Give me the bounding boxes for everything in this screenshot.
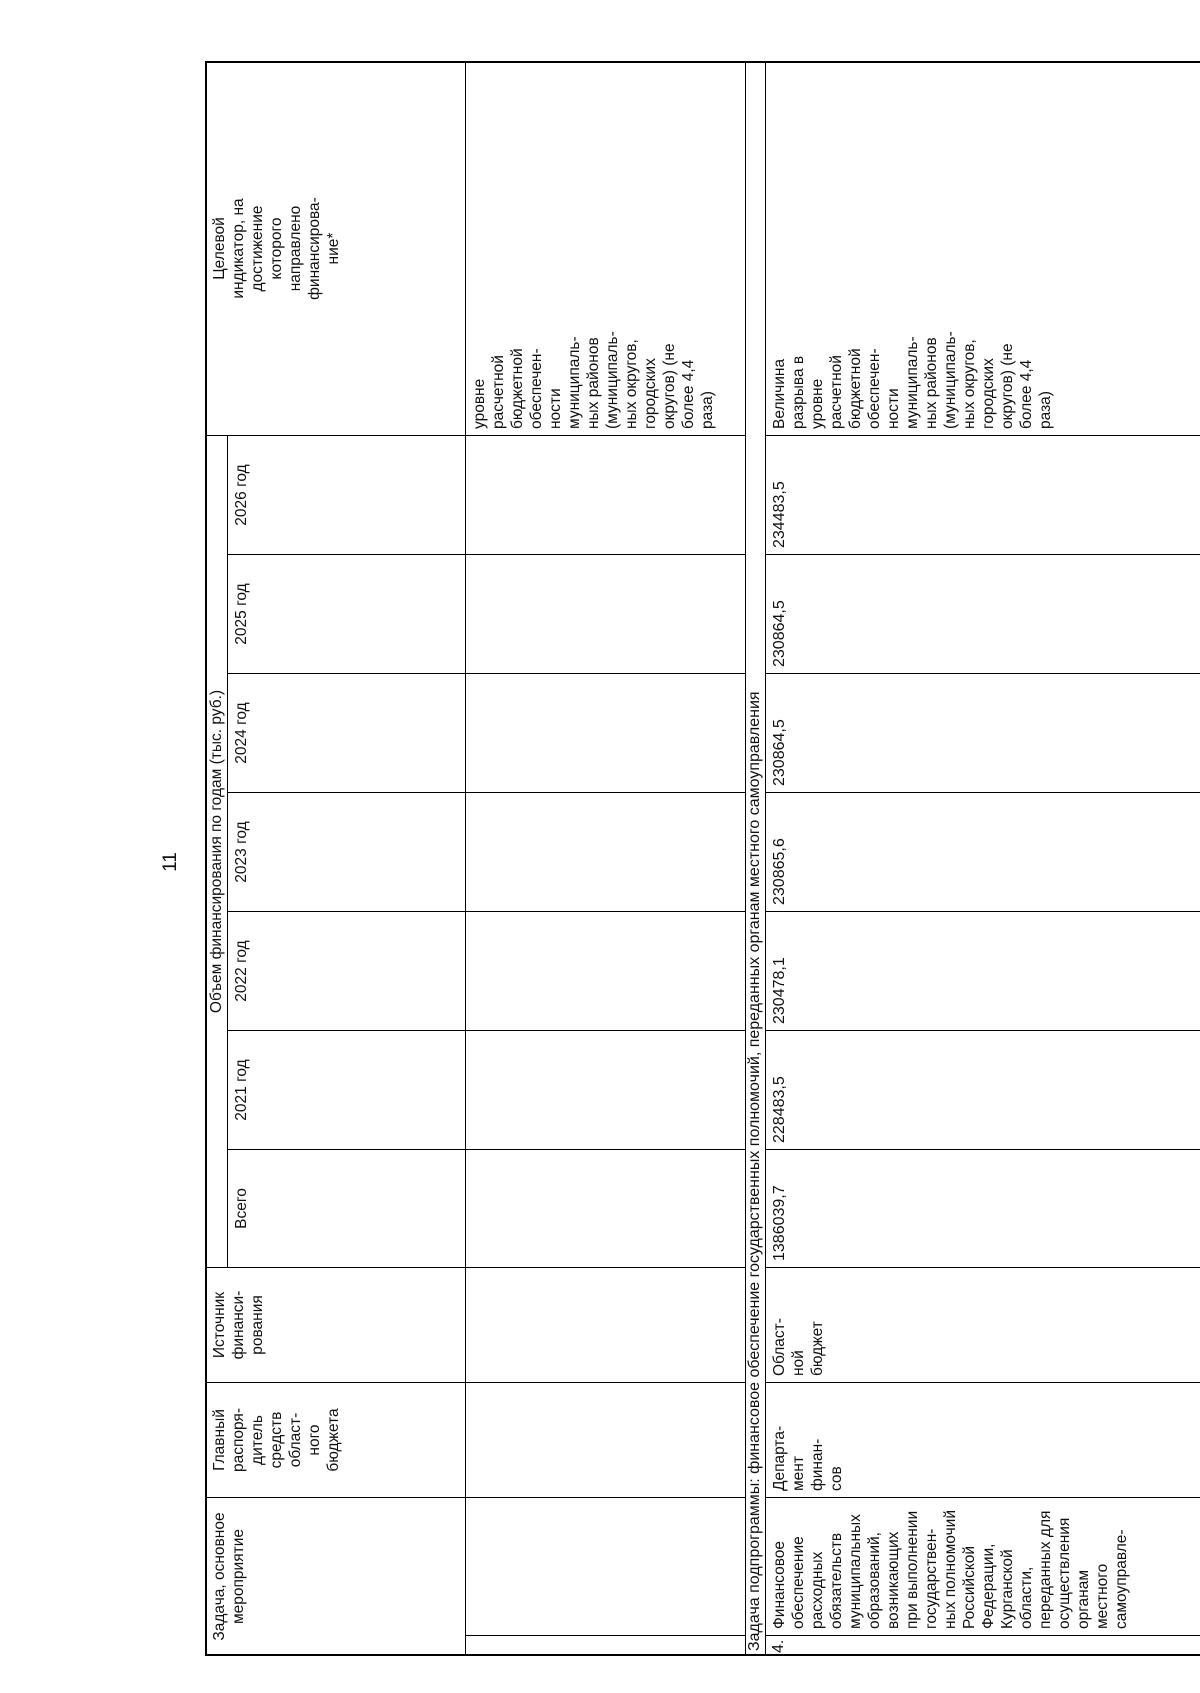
continuation-2021-cell [465,1031,745,1150]
item-value-2025: 230864,5 [765,555,1200,674]
header-year-2023: 2023 год [227,793,465,912]
header-manager: Главный распоря- дитель средств област- ного бюджета [205,1383,465,1498]
header-year-2026: 2026 год [227,436,465,555]
continuation-2026-cell [465,436,745,555]
header-year-2024: 2024 год [227,674,465,793]
item-manager: Департа- мент финан- сов [765,1383,1200,1498]
item-value-2024: 230864,5 [765,674,1200,793]
item-value-2022: 230478,1 [765,912,1200,1031]
header-year-2025: 2025 год [227,555,465,674]
page-number: 11 [160,852,181,872]
item-activity: Финансовое обеспечение расходных обязательств муниципальных образований, возникающих при выполнении государствен- ных полномочий Российской Федерации, Курганской области, переданных для осуществления органам местного самоуправле- [765,1498,1200,1636]
continuation-2025-cell [465,555,745,674]
header-source: Источник финанси- рования [205,1268,465,1383]
header-task: Задача, основное мероприятие [205,1498,465,1656]
continuation-number-column [466,1635,745,1655]
rotated-table-frame [205,61,1200,1656]
header-indicator: Целевой индикатор, на достижение которого направлено финансирова- ние* [205,61,465,436]
continuation-source-cell [465,1268,745,1383]
header-total: Всего [227,1150,465,1268]
continuation-2022-cell [465,912,745,1031]
continuation-task-cell [465,1498,745,1656]
header-funding-group: Объем финансирования по годам (тыс. руб.) [205,436,227,1268]
subprogram-task-row: Задача подпрограммы: финансовое обеспечение государственных полномочий, переданных органам местного самоуправления [745,61,765,1656]
item-total: 1386039,7 [765,1150,1200,1268]
header-year-2022: 2022 год [227,912,465,1031]
item-value-2026: 234483,5 [765,436,1200,555]
continuation-2024-cell [465,674,745,793]
item-indicator: Величина разрыва в уровне расчетной бюджетной обеспечен- ности муниципаль- ных районов (муниципаль- ных округов, городских округов) (не более 4,4 раза) [765,61,1200,436]
funding-table [205,61,1200,1656]
item-value-2021: 228483,5 [765,1031,1200,1150]
continuation-total-cell [465,1150,745,1268]
continuation-indicator: уровне расчетной бюджетной обеспечен- ности муниципаль- ных районов (муниципаль- ных округов, городских округов) (не более 4,4 раза) [465,61,745,436]
item-value-2023: 230865,6 [765,793,1200,912]
item-source: Област- ной бюджет [765,1268,1200,1383]
continuation-2023-cell [465,793,745,912]
header-year-2021: 2021 год [227,1031,465,1150]
continuation-manager-cell [465,1383,745,1498]
item-number: 4. [765,1636,1200,1656]
